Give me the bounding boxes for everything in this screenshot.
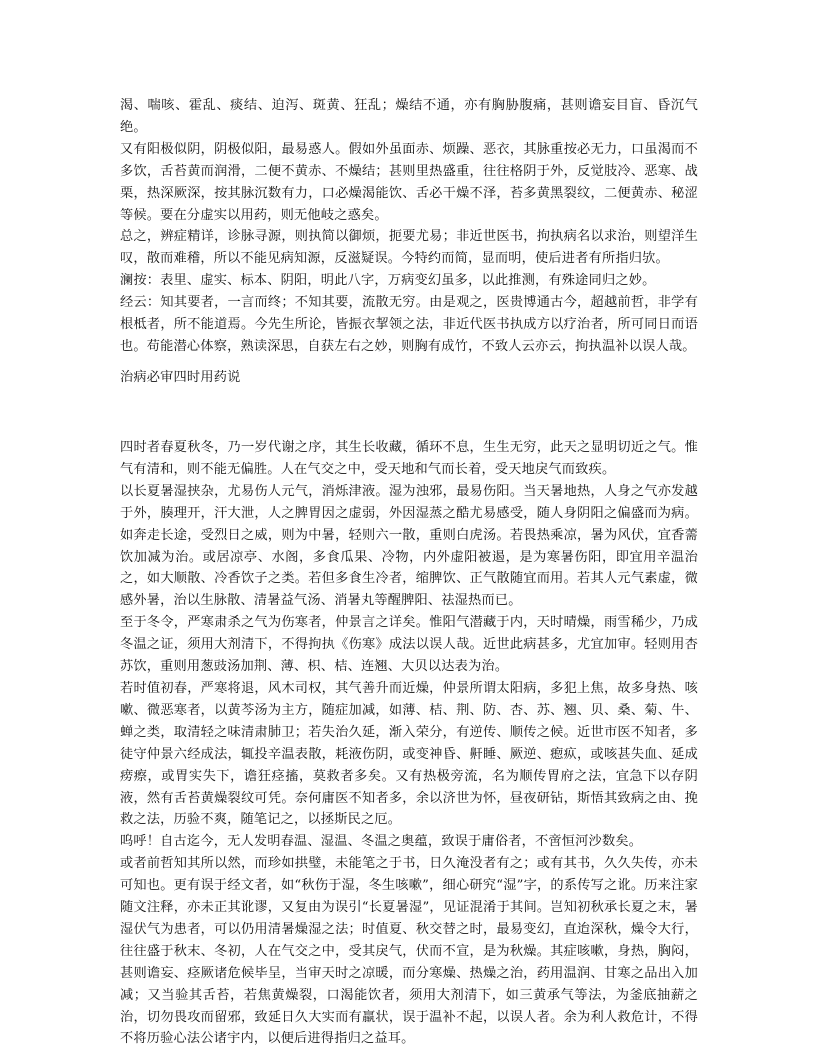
paragraph: 澜按：表里、虚实、标本、阴阳，明此八字，万病变幻虽多，以此推测，有殊途同归之妙。 — [120, 273, 656, 289]
section-heading: 治病必审四时用药说 — [120, 370, 241, 385]
paragraph: 渴、喘咳、霍乱、痰结、迫泻、斑黄、狂乱；燥结不通，亦有胸胁腹痛，甚则谵妄目盲、昏沉气绝。 — [120, 98, 698, 135]
text-block-upper — [120, 95, 698, 358]
paragraph: 又有阳极似阴，阴极似阳，最易惑人。假如外虽面赤、烦躁、恶衣，其脉重按必无力，口虽渴而不多饮，舌苔黄而润滑，二便不黄赤、不燥结；甚则里热盛重，往往格阴于外，反觉肢冷、恶寒、战栗，热深厥深，按其脉沉数有力，口必燥渴能饮、舌必干燥不泽，苔多黄黑裂纹，二便黄赤、秘涩等候。要在分虚实以用药，则无他岐之惑矣。 — [120, 141, 698, 223]
paragraph: 以长夏暑湿挟杂，尤易伤人元气，消烁津液。湿为浊邪，最易伤阳。当天暑地热，人身之气亦发越于外，腠理开，汗大泄，人之脾胃因之虚弱，外因湿蒸之酷尤易感受，随人身阴阳之偏盛而为病。如奔走长途，受烈日之威，则为中暑，轻则六一散，重则白虎汤。若畏热乘凉，暑为风伏，宜香薷饮加减为治。或居凉亭、水阁，多食瓜果、冷物，内外虚阳被遏，是为寒暑伤阳，即宜用辛温治之，如大顺散、冷香饮子之类。若但多食生冷者，缩脾饮、正气散随宜而用。若其人元气素虚，微感外暑，治以生脉散、清暑益气汤、消暑丸等醒脾阳、祛湿热而已。 — [120, 483, 698, 609]
paragraph: 至于冬令，严寒肃杀之气为伤寒者，仲景言之详矣。惟阳气潜藏于内，天时晴燥，雨雪稀少，乃成冬温之证，须用大剂清下，不得拘执《伤寒》成法以误人哉。近世此病甚多，尤宜加审。轻则用杏苏饮，重则用葱豉汤加荆、薄、枳、桔、连翘、大贝以达表为治。 — [120, 615, 698, 675]
paragraph: 呜呼！自古迄今，无人发明春温、湿温、冬温之奥蕴，致误于庸俗者，不啻恒河沙数矣。 — [120, 834, 643, 850]
paragraph: 经云：知其要者，一言而终；不知其要，流散无穷。由是观之，医贵博通古今，超越前哲，非学有根柢者，所不能道焉。今先生所论，皆振衣挈领之法，非近代医书执成方以疗治者，所可同日而语也。苟能潜心体察，熟读深思，自获左右之妙，则胸有成竹，不致人云亦云，拘执温补以误人哉。 — [120, 295, 698, 354]
paragraph: 若时值初春，严寒将退，风木司权，其气善升而近燥，仲景所谓太阳病，多犯上焦，故多身热、咳嗽、微恶寒者，以黄芩汤为主方，随症加减，如薄、桔、荆、防、杏、苏、翘、贝、桑、菊、牛、蝉之类，取清轻之味清肃肺卫；若失治久延，渐入荣分，有逆传、顺传之候。近世市医不知者，多徒守仲景六经成法，辄投辛温表散，耗液伤阴，或变神昏、鼾睡、厥逆、瘛疭，或咳甚失血、延成痨瘵，或胃实失下，谵狂痉搐，莫救者多矣。又有热极旁流，名为顺传胃府之法，宜急下以存阴液，然有舌苔黄燥裂纹可凭。奈何庸医不知者多，余以济世为怀，昼夜研钻，斯悟其致病之由、挽救之法，历验不爽，随笔记之，以拯斯民之厄。 — [120, 680, 698, 828]
paragraph: 四时者春夏秋冬，乃一岁代谢之序，其生长收藏，循环不息，生生无穷，此天之显明切近之气。惟气有清和，则不能无偏胜。人在气交之中，受天地和气而长着，受天地戾气而致疾。 — [120, 440, 698, 477]
paragraph: 总之，辨症精详，诊脉寻源，则执简以御烦，扼要尤易；非近世医书，拘执病名以求治，则望洋生叹，散而难稽，所以不能见病知源，反滋疑误。今特约而简，显而明，使后进者有所指归欤。 — [120, 229, 698, 267]
paragraph: 或者前哲知其所以然，而珍如拱璧，未能笔之于书，日久淹没者有之；或有其书，久久失传，亦未可知也。更有误于经文者，如“秋伤于湿，冬生咳嗽”，细心研究“湿”字，的系传写之讹。历来注家随文注释，亦未正其讹谬，又复由为误引“长夏暑湿”，见证混淆于其间。岂知初秋承长夏之末，暑湿伏气为患者，可以仍用清暑燥湿之法；时值夏、秋交替之时，最易变幻，直迨深秋，燥令大行，往往盛于秋末、冬初，人在气交之中，受其戾气，伏而不宣，是为秋燥。其症咳嗽，身热，胸闷，甚则谵妄、痉厥诸危候毕呈，当审天时之凉暖，而分寒燥、热燥之治，药用温润、甘寒之品出入加减；又当验其舌苔，若焦黄燥裂，口渴能饮者，须用大剂清下，如三黄承气等法，为釜底抽薪之治，切勿畏攻而留邪，致延日久大实而有羸状，误于温补不起，以误人者。余为利人救危计，不得不将历验心法公诸宇内，以便后进得指归之益耳。 — [120, 856, 698, 1047]
text-block-lower — [120, 437, 698, 1050]
